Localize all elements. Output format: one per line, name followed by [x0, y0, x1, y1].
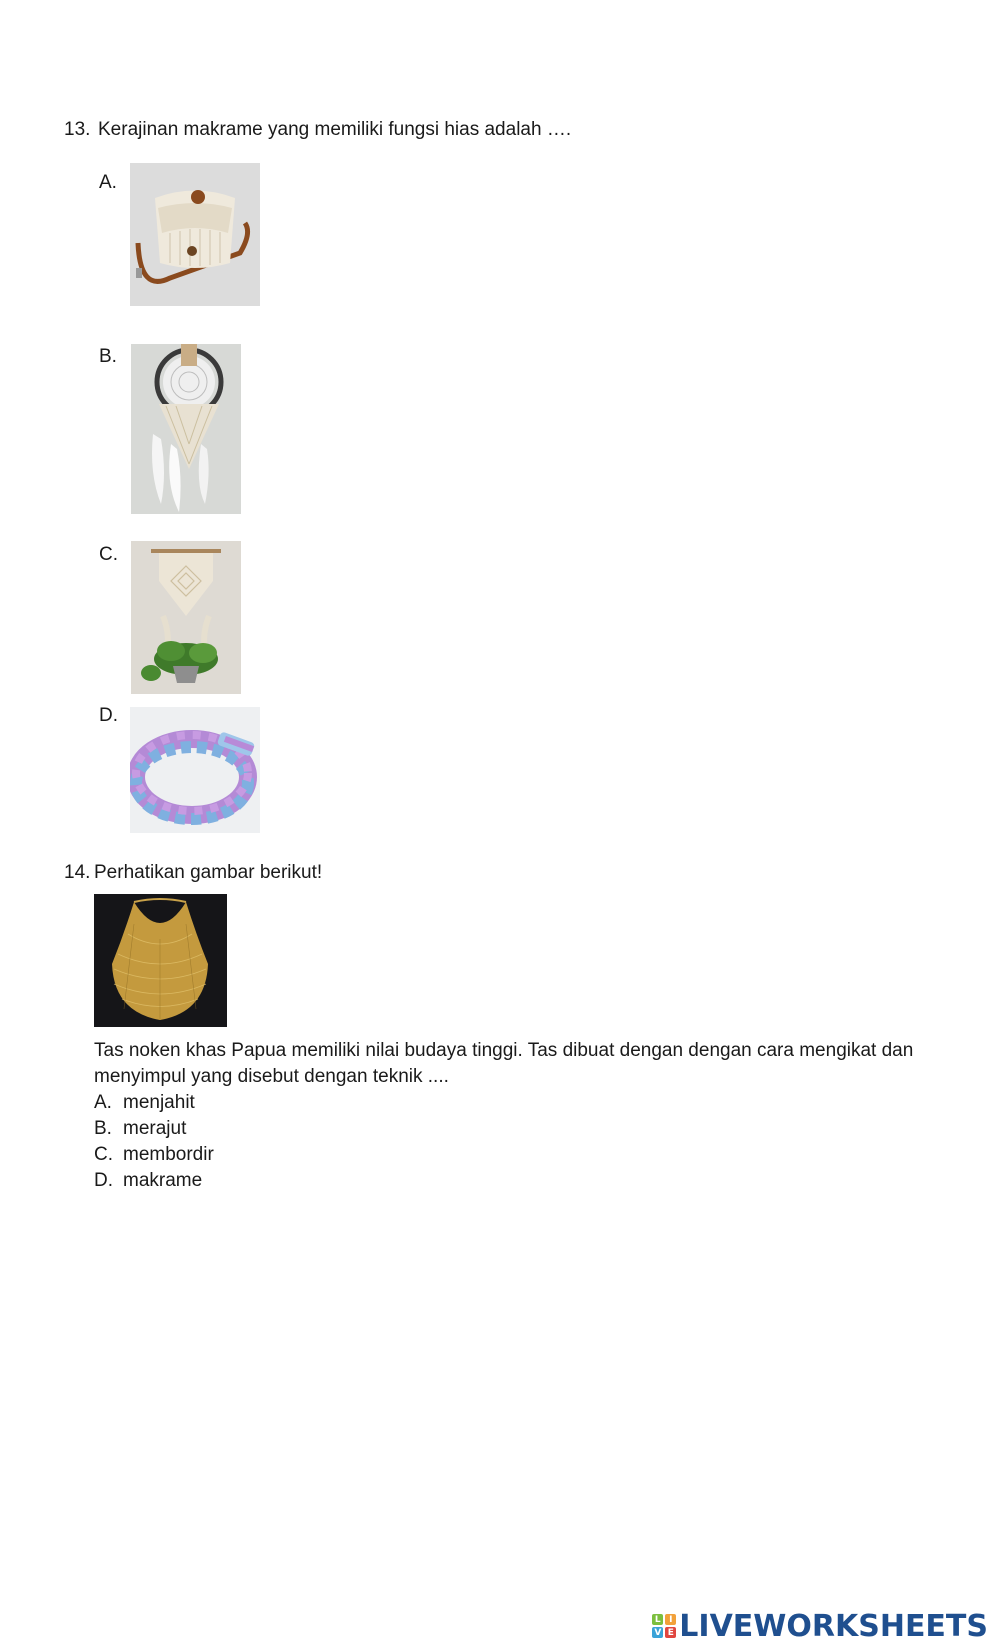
- question-prompt: Perhatikan gambar berikut!: [94, 862, 323, 883]
- option-letter: D.: [94, 1170, 113, 1191]
- question-number: 14.: [64, 862, 91, 883]
- brand-name: LIVEWORKSHEETS: [679, 1608, 988, 1644]
- question-text: Kerajinan makrame yang memiliki fungsi hias adalah ….: [98, 119, 572, 140]
- macrame-plant-hanger-image[interactable]: [131, 541, 241, 694]
- option-letter-d[interactable]: D.: [99, 705, 118, 726]
- logo-letter: E: [665, 1627, 676, 1638]
- macrame-bracelet-image[interactable]: [130, 707, 260, 833]
- question-text-line-2: menyimpul yang disebut dengan teknik ....: [94, 1066, 449, 1087]
- logo-letter: V: [652, 1627, 663, 1638]
- option-label: membordir: [123, 1144, 214, 1165]
- noken-bag-image: [94, 894, 227, 1027]
- option-label: makrame: [123, 1170, 203, 1191]
- option-letter: A.: [94, 1092, 112, 1113]
- question-number: 13.: [64, 119, 91, 140]
- logo-grid-icon: [652, 1614, 676, 1638]
- logo-letter: L: [652, 1614, 663, 1625]
- question-text-line-1: Tas noken khas Papua memiliki nilai budaya tinggi. Tas dibuat dengan dengan cara mengikat dan: [94, 1040, 914, 1061]
- option-label: menjahit: [123, 1092, 195, 1113]
- logo-letter: I: [665, 1614, 676, 1625]
- option-letter: B.: [94, 1118, 112, 1139]
- liveworksheets-logo: [652, 1606, 988, 1646]
- option-letter-c[interactable]: C.: [99, 544, 118, 565]
- option-label: merajut: [123, 1118, 187, 1139]
- macrame-dreamcatcher-image[interactable]: [131, 344, 241, 514]
- macrame-bag-image[interactable]: [130, 163, 260, 306]
- option-letter-a[interactable]: A.: [99, 172, 117, 193]
- option-letter: C.: [94, 1144, 113, 1165]
- option-letter-b[interactable]: B.: [99, 346, 117, 367]
